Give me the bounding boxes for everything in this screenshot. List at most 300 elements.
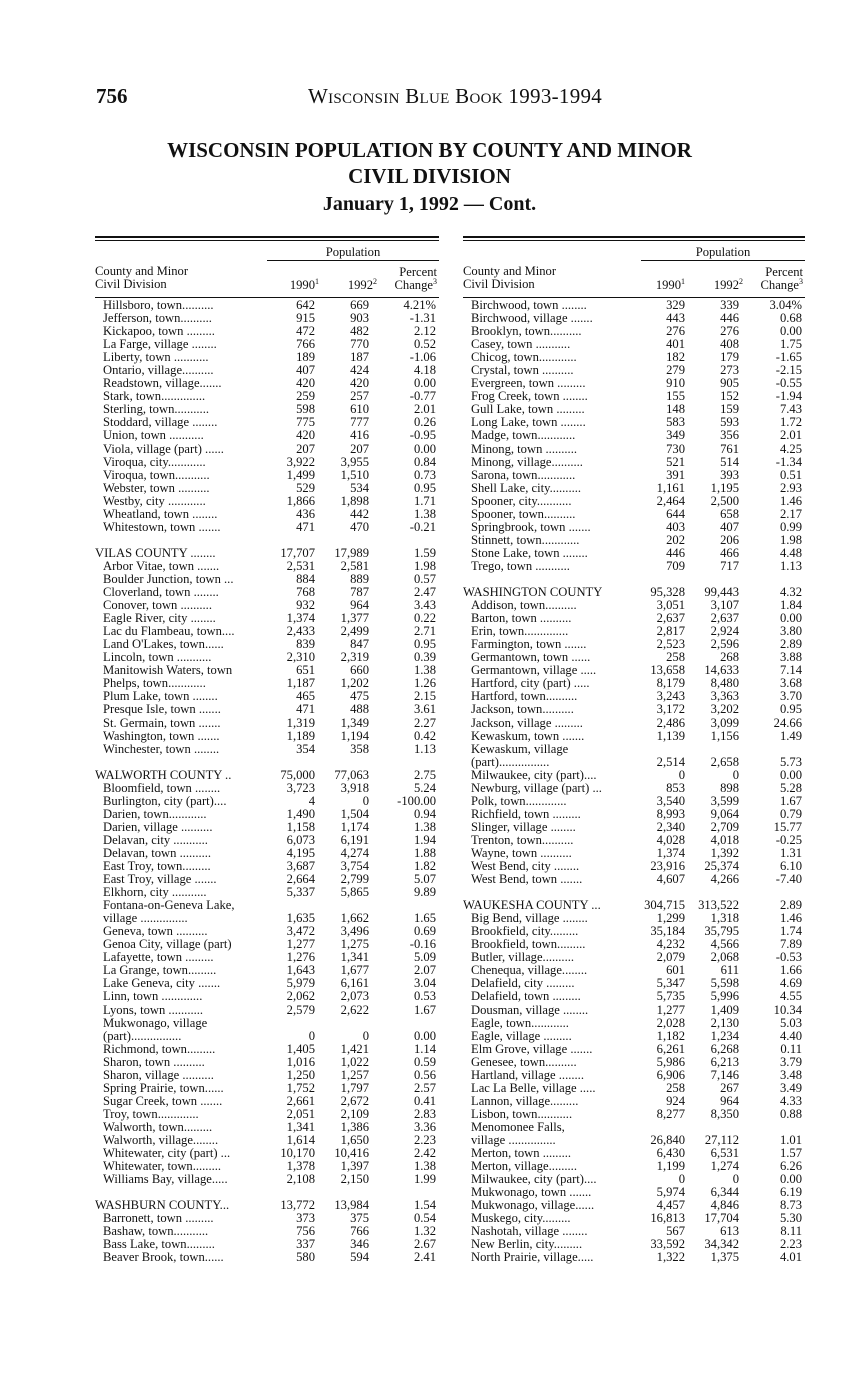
division-name: Springbrook, town ....... (471, 520, 591, 534)
table-row (95, 1108, 439, 1121)
percent-change: 15.77 (773, 819, 802, 834)
pop-1990: 5,986 (656, 1054, 685, 1069)
title-date: January 1, 1992 — Cont. (322, 193, 537, 215)
percent-change: 3.68 (779, 676, 802, 691)
percent-change: 0.00 (779, 611, 802, 626)
county-row (95, 769, 439, 782)
percent-change: 0.94 (413, 806, 436, 821)
percent-change: 1.67 (779, 793, 802, 808)
pop-1992: 2,622 (340, 1002, 369, 1017)
pop-1992: 268 (720, 650, 739, 665)
table-row (95, 795, 439, 808)
percent-change: 7.89 (779, 937, 802, 952)
pop-1992: 313,522 (698, 898, 739, 913)
table-row (95, 1134, 439, 1147)
percent-change: 1.38 (413, 663, 436, 678)
pop-1992: 9,064 (710, 806, 739, 821)
pop-1992: 1,195 (710, 480, 739, 495)
percent-change: -7.40 (775, 872, 802, 887)
division-name: Manitowish Waters, town (103, 664, 233, 678)
table-row (95, 612, 439, 625)
pop-1992: 10,416 (334, 1146, 369, 1161)
percent-change: 2.75 (413, 767, 436, 782)
pop-1990: 598 (296, 402, 315, 417)
table-row (463, 743, 805, 756)
pop-1990: 1,276 (286, 950, 315, 965)
pop-1990: 2,664 (286, 872, 315, 887)
pop-1992: 17,989 (334, 545, 369, 560)
pop-1990: 839 (296, 637, 315, 652)
pop-1992: 1,174 (340, 819, 369, 834)
division-name: Viroqua, city............ (103, 455, 206, 469)
pop-1990: 1,016 (286, 1054, 315, 1069)
pop-1992: 2,924 (710, 624, 739, 639)
pop-1992: 610 (350, 402, 369, 417)
pop-1990: 521 (666, 454, 685, 469)
division-name: Kickapoo, town ......... (103, 325, 215, 339)
pop-1990: 768 (296, 585, 315, 600)
pop-1990: 642 (296, 298, 315, 312)
division-name: Lafayette, town ......... (103, 951, 214, 965)
division-name: WASHBURN COUNTY... (95, 1199, 230, 1213)
division-name: Lake Geneva, city ....... (103, 977, 221, 991)
division-name: Milwaukee, city (part).... (471, 1173, 597, 1187)
pop-1992: 2,499 (340, 624, 369, 639)
division-header: County and Minor Civil Division (95, 264, 189, 291)
pop-1990: 1,158 (286, 819, 315, 834)
pop-1990: 2,523 (656, 637, 685, 652)
division-name: Lincoln, town ........... (103, 651, 212, 665)
percent-change: 2.89 (779, 898, 802, 913)
table-row (95, 964, 439, 977)
percent-change: 2.57 (413, 1080, 436, 1095)
pop-1992: 6,268 (710, 1041, 739, 1056)
percent-change: 0.56 (413, 1067, 436, 1082)
pop-1992: 2,581 (340, 558, 369, 573)
percent-change: 2.42 (413, 1146, 436, 1161)
table-row (95, 1069, 439, 1082)
division-name: WALWORTH COUNTY .. (95, 768, 232, 782)
pop-1992: 5,996 (710, 989, 739, 1004)
division-name: Eagle, town............ (471, 1016, 569, 1030)
pop-1992: 159 (720, 402, 739, 417)
pop-1992: 766 (350, 1224, 369, 1239)
division-name: Liberty, town ........... (103, 351, 209, 365)
percent-change: 0.84 (413, 454, 436, 469)
table-row (95, 638, 439, 651)
pop-1990: 1,182 (656, 1028, 685, 1043)
percent-change: 4.48 (779, 545, 802, 560)
table-row (463, 534, 805, 547)
pop-1990: 8,993 (656, 806, 685, 821)
table-row (95, 717, 439, 730)
division-name: La Grange, town......... (103, 964, 217, 978)
pop-1992: 339 (720, 298, 739, 312)
division-name: Nashotah, village ........ (471, 1225, 588, 1239)
percent-change: 0.51 (779, 467, 802, 482)
pop-1992: 1,510 (340, 467, 369, 482)
division-name: Genoa City, village (part) (103, 938, 232, 952)
division-name: Minong, village.......... (471, 455, 583, 469)
table-row (463, 390, 805, 403)
pop-1990: 202 (666, 532, 685, 547)
pop-1990: 6,430 (656, 1146, 685, 1161)
pop-1992: 534 (350, 480, 369, 495)
division-name: Frog Creek, town ........ (471, 390, 588, 404)
pop-1992: 475 (350, 689, 369, 704)
pop-1992: 2,500 (710, 493, 739, 508)
pop-1990: 853 (666, 780, 685, 795)
division-name: Muskego, city......... (471, 1212, 571, 1226)
percent-change: 3.43 (413, 598, 436, 613)
table-row (95, 690, 439, 703)
table-row (463, 1238, 805, 1251)
percent-change: 1.57 (779, 1146, 802, 1161)
division-name: Land O'Lakes, town...... (103, 638, 224, 652)
table-row (463, 560, 805, 573)
pop-1990: 1,378 (286, 1159, 315, 1174)
pop-1990: 0 (308, 1028, 315, 1043)
pop-1992: 0 (362, 1028, 369, 1043)
pop-1990: 1,490 (286, 806, 315, 821)
pop-1990: 915 (296, 311, 315, 326)
table-row (463, 416, 805, 429)
table-row (95, 886, 439, 899)
pop-1992: 356 (720, 428, 739, 443)
pop-1992: 2,799 (340, 872, 369, 887)
pop-1990: 730 (666, 441, 685, 456)
pop-1992: 466 (720, 545, 739, 560)
pop-1990: 5,974 (656, 1185, 685, 1200)
pop-1990: 1,614 (286, 1133, 315, 1147)
division-name: North Prairie, village..... (471, 1251, 594, 1265)
table-row (95, 1017, 439, 1030)
pop-1992: 2,658 (710, 754, 739, 769)
pop-1992: 1,349 (340, 715, 369, 730)
division-name: (part)................ (103, 1029, 182, 1043)
division-header: County and Minor Civil Division (463, 264, 557, 291)
running-head (96, 84, 796, 114)
table-row (95, 482, 439, 495)
pop-1992: 964 (350, 598, 369, 613)
table-row (95, 508, 439, 521)
division-name: Viola, village (part) ...... (103, 442, 224, 456)
pop-1990: 3,172 (656, 702, 685, 717)
pop-1992: 14,633 (704, 663, 739, 678)
table-row (463, 456, 805, 469)
top-rule (463, 236, 805, 238)
table-row (463, 964, 805, 977)
pop-1990: 3,723 (286, 780, 315, 795)
pop-1992: 6,344 (710, 1185, 739, 1200)
table-row (95, 1030, 439, 1043)
percent-change: 1.98 (779, 532, 802, 547)
pop-1992: 2,709 (710, 819, 739, 834)
table-row (463, 1186, 805, 1199)
division-name: Merton, town ......... (471, 1147, 572, 1161)
percent-change: 0.00 (779, 1172, 802, 1187)
pop-1992: 761 (720, 441, 739, 456)
table-row (463, 808, 805, 821)
pop-1990: 601 (666, 963, 685, 978)
division-name: Whitewater, town......... (103, 1160, 222, 1174)
percent-change: 0.53 (413, 989, 436, 1004)
pop-1990: 2,486 (656, 715, 685, 730)
division-name: West Bend, city ........ (471, 860, 580, 874)
division-name: Troy, town............. (103, 1107, 199, 1121)
pop-1992: 1,341 (340, 950, 369, 965)
pop-1990: 1,299 (656, 911, 685, 926)
table-row (463, 469, 805, 482)
pop-1992: 152 (720, 389, 739, 404)
pop-1990: 567 (666, 1224, 685, 1239)
table-row (95, 338, 439, 351)
title-line-1: WISCONSIN POPULATION BY COUNTY AND MINOR (167, 138, 692, 162)
pop-1990: 465 (296, 689, 315, 704)
division-name: Hartford, city (part) ..... (471, 677, 590, 691)
table-row (95, 377, 439, 390)
percent-change: 6.26 (779, 1159, 802, 1174)
pop-1992: 3,599 (710, 793, 739, 808)
pop-1992: 964 (720, 1093, 739, 1108)
table-row (463, 951, 805, 964)
table-row (95, 951, 439, 964)
percent-change: 1.38 (413, 506, 436, 521)
percent-change: 2.17 (779, 506, 802, 521)
pop-1990: 2,310 (286, 650, 315, 665)
table-row (463, 1225, 805, 1238)
division-name: Brookfield, town......... (471, 938, 586, 952)
pop-1992: 1,650 (340, 1133, 369, 1147)
division-name: Minong, town .......... (471, 442, 578, 456)
pop-1990: 3,472 (286, 924, 315, 939)
pop-1992: 416 (350, 428, 369, 443)
division-name: Readstown, village....... (103, 377, 222, 391)
pop-1990: 1,374 (286, 611, 315, 626)
table-row (463, 730, 805, 743)
pop-1990: 391 (666, 467, 685, 482)
pop-1992: 470 (350, 519, 369, 534)
division-name: Wheatland, town ........ (103, 507, 218, 521)
pop-1992: 179 (720, 350, 739, 365)
division-name: Lac du Flambeau, town.... (103, 625, 235, 639)
pop-1990: 279 (666, 363, 685, 378)
division-name: Lannon, village......... (471, 1094, 579, 1108)
percent-change: 3.70 (779, 689, 802, 704)
pop-1990: 1,161 (656, 480, 685, 495)
pop-1992: 1,156 (710, 728, 739, 743)
percent-change: 5.30 (779, 1211, 802, 1226)
percent-change: 7.43 (779, 402, 802, 417)
table-header (95, 241, 439, 298)
table-row (95, 743, 439, 756)
percent-change: 2.83 (413, 1106, 436, 1121)
pop-1992: 77,063 (334, 767, 369, 782)
division-name: Newburg, village (part) ... (471, 781, 602, 795)
percent-change: 0.00 (413, 441, 436, 456)
pop-1990: 2,531 (286, 558, 315, 573)
pop-1992: 408 (720, 337, 739, 352)
percent-change: 1.54 (413, 1198, 436, 1213)
division-name: Sarona, town............ (471, 468, 576, 482)
percent-change: 1.98 (413, 558, 436, 573)
table-row (463, 1043, 805, 1056)
pop-1992: 903 (350, 311, 369, 326)
pop-1992: 4,274 (340, 845, 369, 860)
pop-1992: 660 (350, 663, 369, 678)
percent-change: -1.94 (775, 389, 802, 404)
pop-1990: 644 (666, 506, 685, 521)
division-name: Richmond, town......... (103, 1042, 216, 1056)
percent-change: 1.14 (413, 1041, 436, 1056)
division-name: Darien, town............ (103, 807, 207, 821)
pop-1992: 1,318 (710, 911, 739, 926)
table-row (95, 834, 439, 847)
pop-1990: 2,817 (656, 624, 685, 639)
table-row (463, 508, 805, 521)
table-row (463, 703, 805, 716)
table-row (95, 1160, 439, 1173)
pop-1992: 13,984 (334, 1198, 369, 1213)
pop-1990: 304,715 (644, 898, 685, 913)
percent-change: 2.27 (413, 715, 436, 730)
division-name: Cloverland, town ........ (103, 586, 219, 600)
division-name: Bashaw, town........... (103, 1225, 209, 1239)
division-name: Hartford, town.......... (471, 690, 578, 704)
table-row (95, 325, 439, 338)
division-name: East Troy, village ....... (103, 873, 217, 887)
division-name: Walworth, town......... (103, 1120, 213, 1134)
percent-change: 0.54 (413, 1211, 436, 1226)
percent-change: -0.25 (775, 832, 802, 847)
table-row (463, 834, 805, 847)
pop-1990: 1,635 (286, 911, 315, 926)
table-row (95, 1056, 439, 1069)
percent-change: 2.47 (413, 585, 436, 600)
pop-1992: 4,266 (710, 872, 739, 887)
table-row (463, 443, 805, 456)
table-row (95, 651, 439, 664)
table-row (95, 521, 439, 534)
percent-change: 3.61 (413, 702, 436, 717)
table-row (463, 769, 805, 782)
percent-change: -0.77 (409, 389, 436, 404)
pop-1990: 10,170 (280, 1146, 315, 1161)
table-row (463, 717, 805, 730)
percent-change: 2.93 (779, 480, 802, 495)
table-row (95, 599, 439, 612)
table-row (463, 1082, 805, 1095)
division-name: Presque Isle, town ....... (103, 703, 221, 717)
pop-1992: 2,637 (710, 611, 739, 626)
pop-1992: 35,795 (704, 924, 739, 939)
table-row (95, 1121, 439, 1134)
pop-1992: 5,598 (710, 976, 739, 991)
pop-1992: 2,073 (340, 989, 369, 1004)
pop-1990: 1,374 (656, 845, 685, 860)
pop-1990: 2,051 (286, 1106, 315, 1121)
pop-1990: 17,707 (280, 545, 315, 560)
table-row (95, 873, 439, 886)
table-row (463, 651, 805, 664)
pop-1990: 3,540 (656, 793, 685, 808)
pop-1992: 1,677 (340, 963, 369, 978)
percent-change: 1.13 (413, 741, 436, 756)
table-row (463, 521, 805, 534)
pop-1990: 3,051 (656, 598, 685, 613)
pop-1990: 8,179 (656, 676, 685, 691)
division-name: Westby, city ............ (103, 494, 206, 508)
table-row (463, 1069, 805, 1082)
pop-1990: 13,658 (650, 663, 685, 678)
division-name: Spooner, city........... (471, 494, 572, 508)
percent-change: 5.07 (413, 872, 436, 887)
pop-1990: 189 (296, 350, 315, 365)
pop-1990: 756 (296, 1224, 315, 1239)
percent-change: 0.11 (780, 1041, 802, 1056)
division-name: Birchwood, village ....... (471, 312, 593, 326)
pop-1992: 787 (350, 585, 369, 600)
table-row (95, 625, 439, 638)
pop-1990: 207 (296, 441, 315, 456)
percent-change: 3.04% (769, 298, 802, 312)
percent-change: 0.88 (779, 1106, 802, 1121)
division-name: Stinnett, town............ (471, 533, 580, 547)
percent-change: 2.67 (413, 1237, 436, 1252)
pop-1990: 924 (666, 1093, 685, 1108)
pop-1992: 2,068 (710, 950, 739, 965)
pop-1992: 1,392 (710, 845, 739, 860)
percent-change: 2.07 (413, 963, 436, 978)
table-row (463, 1095, 805, 1108)
pop-1990: 2,079 (656, 950, 685, 965)
percent-change: 1.46 (779, 911, 802, 926)
table-row (463, 638, 805, 651)
table-row (95, 938, 439, 951)
table-row (463, 1147, 805, 1160)
pop-1992: 407 (720, 519, 739, 534)
division-name: Long Lake, town ........ (471, 416, 586, 430)
percent-change: 1.75 (779, 337, 802, 352)
pop-1992: 1,194 (340, 728, 369, 743)
division-name: East Troy, town......... (103, 860, 211, 874)
percent-change: 3.04 (413, 976, 436, 991)
pop-1990: 2,514 (656, 754, 685, 769)
percent-change: 0.73 (413, 467, 436, 482)
pop-1990: 2,340 (656, 819, 685, 834)
pop-1990: 6,906 (656, 1067, 685, 1082)
top-rule (95, 236, 439, 238)
division-name: Lac La Belle, village ..... (471, 1081, 596, 1095)
pop-1990: 5,337 (286, 885, 315, 900)
pop-1990: 472 (296, 324, 315, 339)
division-name: Casey, town ........... (471, 338, 571, 352)
percent-change: 10.34 (773, 1002, 802, 1017)
percent-change: 0.00 (413, 1028, 436, 1043)
percent-change: 0.69 (413, 924, 436, 939)
pop-1990: 4,607 (656, 872, 685, 887)
division-name: VILAS COUNTY ........ (95, 546, 216, 560)
table-row (463, 1212, 805, 1225)
pop-1992: 770 (350, 337, 369, 352)
division-name: Mukwonago, village (103, 1016, 208, 1030)
percent-change: 1.31 (779, 845, 802, 860)
table-header (463, 241, 805, 298)
percent-change: 2.71 (413, 624, 436, 639)
table-row (95, 730, 439, 743)
year-1992-header: 1992$^2$ (713, 276, 743, 292)
division-name: La Farge, village ........ (103, 338, 217, 352)
